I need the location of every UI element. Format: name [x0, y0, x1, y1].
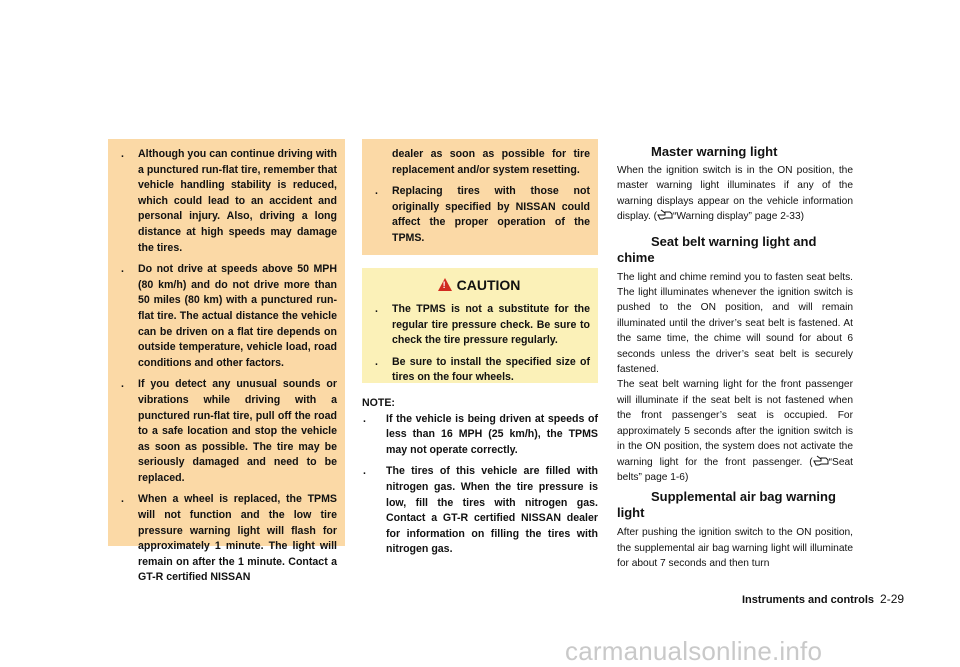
- list-item: . The tires of this vehicle are filled with nitrogen gas. When the tire pressure is low, fill the tires with nitrogen gas. Contact a GT-R certified NISSAN dealer for information on filling the tires with nitrogen gas.: [363, 465, 598, 556]
- right-column: [617, 144, 853, 572]
- airbag-heading-line2: light: [617, 505, 645, 521]
- footer-section-title: Instruments and controls: [742, 594, 875, 606]
- warning-continued-text: dealer as soon as possible for tire replacement and/or system resetting.: [392, 148, 590, 176]
- body-paragraph: After pushing the ignition switch to the ON position, the supplemental air bag warning light will illuminate for about 7 seconds and then turn: [617, 527, 853, 570]
- warning-text: If you detect any unusual sounds or vibrations while driving with a punctured run-flat tire, pull off the road to a safe location and stop the vehicle as soon as possible. The tire may be seriously damaged and need to be replaced.: [138, 378, 337, 484]
- warning-box-right: [362, 139, 598, 255]
- section-heading: Master warning light: [651, 144, 778, 159]
- seatbelt-text: The seat belt warning light for the front passenger will illuminate if the seat belt is not fastened when the front passenger’s seat is occupied. For approximately 5 seconds after the ignition switch is in the ON position, the system does not activate the warning light for the front passenger. (: [617, 379, 853, 468]
- section-heading: [617, 489, 853, 521]
- warning-text: When a wheel is replaced, the TPMS will not function and the low tire pressure warning light will flash for approximately 1 minute. The light will remain on after the 1 minute. Contact a GT-R certified NISSAN: [138, 493, 337, 584]
- warning-text: Replacing tires with those not originally specified by NISSAN could affect the proper operation of the TPMS.: [392, 185, 590, 244]
- list-item: . Replacing tires with those not originally specified by NISSAN could affect the proper operation of the TPMS.: [375, 185, 590, 244]
- note-section: [362, 396, 598, 564]
- body-paragraph: [617, 163, 853, 225]
- list-item: . The TPMS is not a substitute for the regular tire pressure check. Be sure to check the tire pressure regularly.: [375, 303, 590, 347]
- list-item: . Although you can continue driving with a punctured run-flat tire, remember that vehicle handling stability is reduced, which could lead to an accident and personal injury. Also, driving a long distance at high speeds may damage the tires.: [121, 148, 337, 254]
- page-footer: [742, 592, 904, 606]
- warning-text: Do not drive at speeds above 50 MPH (80 km/h) and do not drive more than 50 miles (80 km) with a punctured run-flat tire. The actual distance the vehicle can be driven on a flat tire depends on outside temperature, vehicle load, road conditions and other factors.: [138, 263, 337, 369]
- list-item: . If the vehicle is being driven at speeds of less than 16 MPH (25 km/h), the TPMS may not operate correctly.: [363, 412, 598, 456]
- warning-text: Although you can continue driving with a punctured run-flat tire, remember that vehicle handling stability is reduced, which could lead to an accident and personal injury. Also, driving a long distance at high speeds may damage the tires.: [138, 148, 337, 254]
- reference-hand-icon: [657, 209, 673, 220]
- page-number: 2-29: [880, 592, 905, 606]
- caution-box: [362, 268, 598, 383]
- section-heading: [617, 234, 853, 266]
- caution-heading: [368, 276, 590, 294]
- note-text: The tires of this vehicle are filled with nitrogen gas. When the tire pressure is low, fill the tires with nitrogen gas. Contact a GT-R certified NISSAN dealer for information on filling the tires with nitrogen gas.: [386, 465, 598, 556]
- caution-text: Be sure to install the specified size of tires on the four wheels.: [392, 355, 590, 384]
- body-paragraph: The light and chime remind you to fasten seat belts. The light illuminates whenever the ignition switch is pushed to the ON position, and will remain illuminated until the driver’s seat belt is fastened. At the same time, the chime will sound for about 6 seconds unless the driver’s seat belt is securely fastened.: [617, 271, 853, 376]
- airbag-heading-line1: Supplemental air bag warning: [651, 489, 836, 505]
- master-warning-text: When the ignition switch is in the ON position, the master warning light illuminates if any of the warning displays appear on the vehicle information display. (: [617, 165, 853, 223]
- warning-triangle-icon: !: [438, 278, 452, 291]
- seatbelt-ref: “Seat belts” page 1-6): [617, 456, 853, 483]
- body-paragraph: [617, 377, 853, 485]
- reference-hand-icon: [813, 455, 829, 466]
- note-label: NOTE:: [362, 397, 395, 409]
- caution-text: The TPMS is not a substitute for the regular tire pressure check. Be sure to check the tire pressure regularly.: [392, 303, 590, 347]
- warning-box-left: [108, 139, 345, 584]
- seatbelt-heading-line1: Seat belt warning light and: [651, 233, 817, 249]
- seatbelt-heading-line2: chime: [617, 249, 655, 265]
- list-item: . When a wheel is replaced, the TPMS will not function and the low tire pressure warning light will flash for approximately 1 minute. The light will remain on after the 1 minute. Contact a GT-R certified NISSAN: [121, 493, 337, 584]
- note-text: If the vehicle is being driven at speeds of less than 16 MPH (25 km/h), the TPMS may not operate correctly.: [386, 412, 598, 456]
- list-item: . Do not drive at speeds above 50 MPH (80 km/h) and do not drive more than 50 miles (80 km) with a punctured run-flat tire. The actual distance the vehicle can be driven on a flat tire depends on outside temperature, vehicle load, road conditions and other factors.: [121, 263, 337, 369]
- list-item: . Be sure to install the specified size of tires on the four wheels.: [375, 355, 590, 384]
- caution-title: CAUTION: [456, 277, 521, 293]
- master-warning-ref: “Warning display” page 2-33): [673, 211, 805, 223]
- list-item: . If you detect any unusual sounds or vibrations while driving with a punctured run-flat tire, pull off the road to a safe location and stop the vehicle as soon as possible. The tire may be seriously damaged and need to be replaced.: [121, 378, 337, 484]
- watermark: carmanualsonline.info: [565, 636, 823, 666]
